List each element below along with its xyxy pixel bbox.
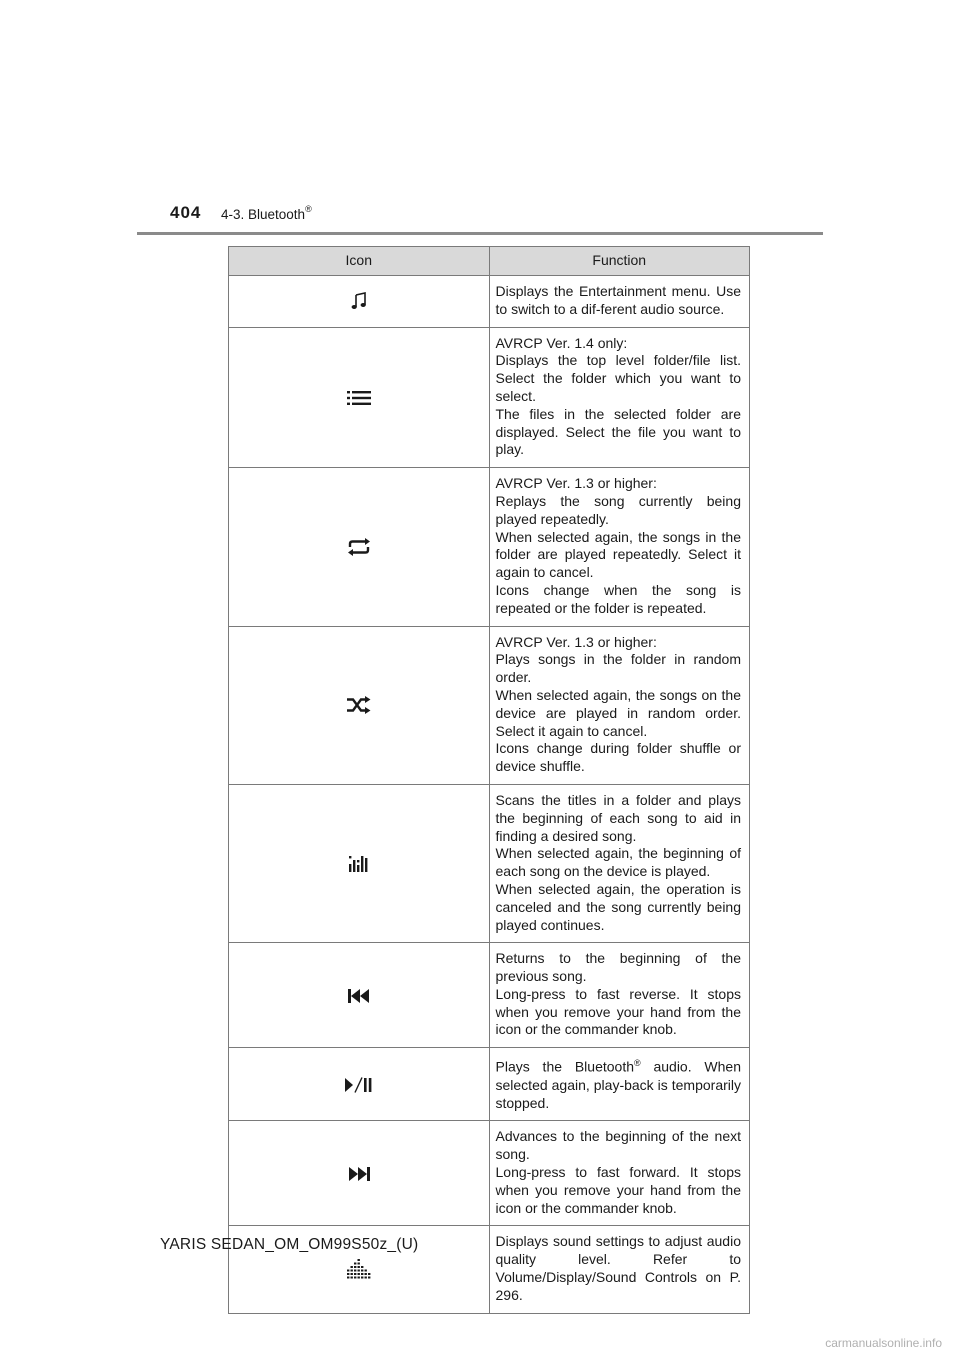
- icon-cell: [229, 468, 490, 626]
- table-row: [229, 626, 750, 784]
- description-cell: [489, 784, 750, 942]
- icon-cell: [229, 784, 490, 942]
- icon-cell: [229, 626, 490, 784]
- description-line: Replays the song currently being played repeatedly.: [495, 492, 741, 527]
- description-line: Advances to the beginning of the next song.: [495, 1128, 741, 1163]
- icon-cell: [229, 327, 490, 468]
- description-text: Plays the Bluetooth: [495, 1058, 634, 1075]
- description-line: Long-press to fast forward. It stops when you remove your hand from the icon or the commander knob.: [495, 1163, 741, 1216]
- description-cell: [489, 626, 750, 784]
- description-line: Long-press to fast reverse. It stops when you remove your hand from the icon or the commander knob.: [495, 985, 741, 1038]
- icon-function-table: [228, 246, 750, 1314]
- section-title-text: 4-3. Bluetooth: [221, 207, 306, 222]
- description-line: [496, 1055, 742, 1112]
- scan-icon: [349, 856, 369, 872]
- description-cell: [489, 1226, 750, 1313]
- column-header-icon: Icon: [229, 247, 490, 276]
- description-text: audio. When selected again, play-back is temporarily stopped.: [495, 1058, 741, 1111]
- description-line: When selected again, the songs in the folder are played repeatedly. Select it again to cancel.: [495, 528, 741, 581]
- icon-cell: [229, 943, 490, 1048]
- description-line: Returns to the beginning of the previous song.: [495, 950, 741, 985]
- description-line: Displays the top level folder/file list. Select the folder which you want to select.: [495, 352, 741, 404]
- document-code: YARIS SEDAN_OM_OM99S50z_(U): [160, 1236, 419, 1253]
- table-row: [229, 1121, 750, 1226]
- description-line: Scans the titles in a folder and plays the beginning of each song to aid in finding a desired song.: [495, 791, 741, 844]
- icon-cell: [229, 1121, 490, 1226]
- section-title: [221, 204, 312, 222]
- description-line: Plays songs in the folder in random order.: [495, 651, 741, 686]
- shuffle-icon: [346, 696, 372, 714]
- description-line: The files in the selected folder are displayed. Select the file you want to play.: [495, 405, 741, 458]
- header-rule: [137, 232, 823, 235]
- table-row: [229, 468, 750, 626]
- table-row: [229, 1048, 750, 1121]
- description-line: AVRCP Ver. 1.4 only:: [495, 334, 628, 351]
- description-line: AVRCP Ver. 1.3 or higher:: [495, 633, 657, 650]
- description-cell: [489, 1121, 750, 1226]
- description-line: Icons change during folder shuffle or device shuffle.: [495, 740, 741, 775]
- description-cell: [489, 468, 750, 626]
- icon-cell: [229, 276, 490, 328]
- table-row: [229, 784, 750, 942]
- sound-settings-icon: [347, 1259, 371, 1279]
- column-header-function: Function: [489, 247, 750, 276]
- page-number: 404: [170, 203, 202, 222]
- icon-cell: [229, 1048, 490, 1121]
- description-cell: [489, 276, 750, 328]
- description-line: When selected again, the songs on the device are played in random order. Select it again to cancel.: [495, 686, 741, 739]
- description-line: When selected again, the operation is canceled and the song currently being played continues.: [495, 880, 741, 933]
- description-cell: [489, 327, 750, 468]
- description-cell: [489, 1048, 750, 1121]
- music-note-icon: [351, 292, 367, 310]
- description-line: When selected again, the beginning of each song on the device is played.: [495, 845, 741, 880]
- play-pause-icon: [345, 1077, 373, 1093]
- description-line: Displays the Entertainment menu. Use to switch to a dif-ferent audio source.: [495, 283, 741, 317]
- previous-track-icon: [348, 989, 370, 1003]
- registered-mark: ®: [634, 1058, 641, 1069]
- table-row: [229, 943, 750, 1048]
- list-icon: [347, 391, 371, 405]
- description-line: AVRCP Ver. 1.3 or higher:: [495, 475, 657, 492]
- table-row: [229, 327, 750, 468]
- watermark: carmanualsonline.info: [825, 1336, 942, 1350]
- repeat-icon: [346, 538, 372, 556]
- description-cell: [489, 943, 750, 1048]
- registered-mark: ®: [305, 204, 312, 214]
- description-line: Icons change when the song is repeated or the folder is repeated.: [495, 581, 741, 616]
- table-header-row: [229, 247, 750, 276]
- description-line: Displays sound settings to adjust audio quality level. Refer to Volume/Display/Sound Controls on P. 296.: [495, 1233, 741, 1303]
- table-row: [229, 276, 750, 328]
- next-track-icon: [348, 1167, 370, 1181]
